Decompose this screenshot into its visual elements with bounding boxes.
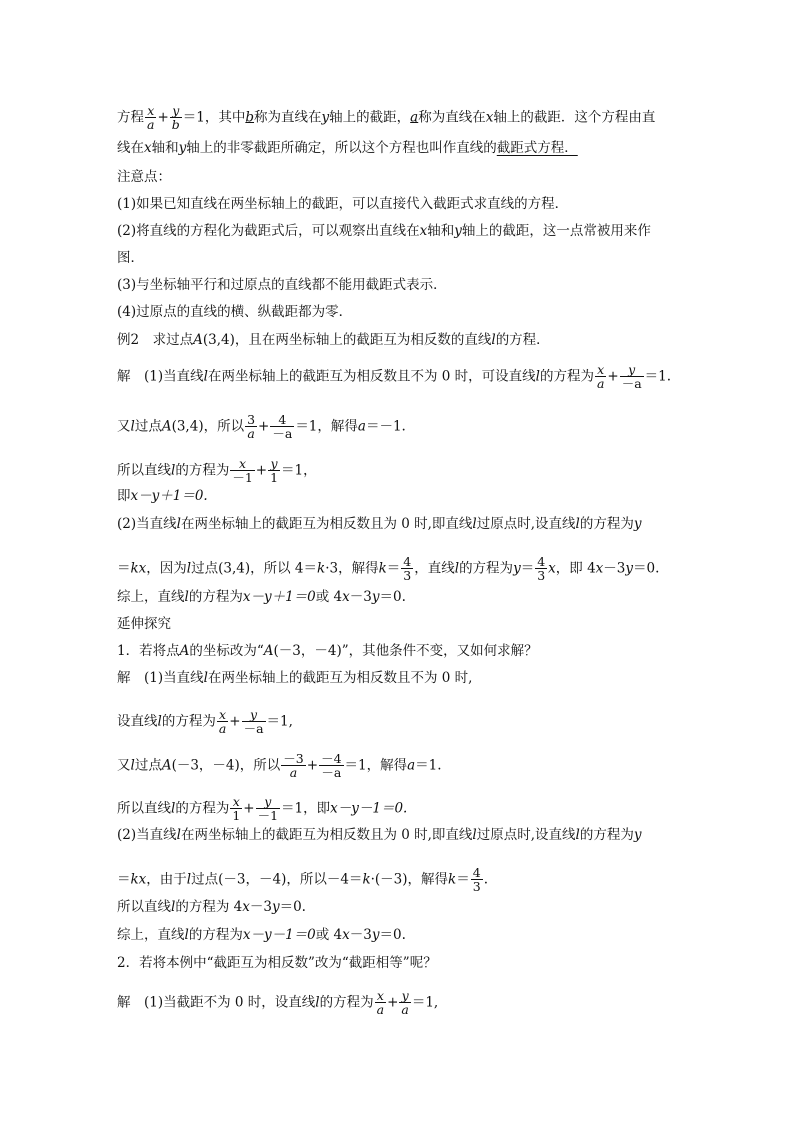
plus-sign: + — [157, 109, 169, 126]
math-variable: x — [419, 223, 428, 239]
text-segment: + — [258, 418, 270, 435]
text-segment: ＝1，解得 — [295, 418, 358, 435]
math-variable: y — [625, 560, 634, 577]
math-variable: y — [371, 589, 380, 605]
math-variable: A — [193, 332, 203, 348]
text-segment: ＝1, — [411, 994, 439, 1011]
intercept-definition-line-1 — [117, 104, 655, 132]
text-segment: 所以直线 — [117, 800, 171, 817]
var-x: x — [485, 109, 494, 126]
math-variable: l — [472, 827, 477, 843]
fraction — [401, 555, 413, 583]
text-segment: 又 — [117, 757, 131, 774]
note-1: (1)如果已知直线在两坐标轴上的截距，可以直接代入截距式求直线的方程． — [117, 196, 569, 212]
math-variable: l — [130, 418, 135, 435]
fraction — [281, 752, 305, 780]
fraction-numerator: y — [172, 103, 180, 118]
fraction-denominator: 3 — [537, 568, 546, 584]
fraction — [535, 555, 547, 583]
text-segment: (2)当直线 — [117, 827, 177, 843]
math-variable: x — [144, 140, 152, 156]
text-segment: －3 — [603, 560, 626, 577]
math-variable: A — [263, 643, 274, 659]
fraction-denominator: 1 — [232, 808, 241, 824]
term-intercept-form: 截距式方程． — [496, 140, 578, 156]
math-variable: A — [179, 643, 190, 659]
fraction-denominator: 1 — [270, 470, 279, 486]
math-variable: l — [171, 899, 176, 915]
text-segment: ，直线 — [414, 560, 455, 577]
fraction-numerator: y — [270, 456, 278, 471]
ext-solution-conclusion — [117, 929, 406, 943]
text-segment: + — [607, 368, 619, 385]
example-2 — [117, 334, 550, 348]
math-variable: a — [407, 757, 416, 774]
text-segment: (－3，－4)，所以 — [171, 757, 281, 774]
solution-1-line-4 — [117, 490, 208, 504]
text-segment: + — [387, 994, 399, 1011]
fraction-numerator: x — [147, 103, 155, 118]
math-variable: A — [161, 418, 172, 435]
math-variable: x — [595, 560, 604, 577]
text-segment: ＝1, — [266, 713, 293, 730]
fraction-numerator: x — [239, 456, 247, 471]
math-variable: k — [378, 560, 387, 577]
text: 称为直线在 — [254, 109, 322, 126]
extension-title: 延伸探究 — [117, 616, 171, 632]
text-segment: ＝ — [117, 560, 131, 577]
fraction-denominator: b — [171, 117, 180, 133]
text-segment: 的方程为 — [579, 516, 634, 532]
ext-solution-line-3 — [117, 752, 442, 780]
math-variable: k — [317, 560, 326, 577]
text-segment: 综上，直线 — [117, 589, 185, 605]
text: 称为直线在 — [418, 109, 486, 126]
fraction-denominator: －a — [621, 376, 642, 392]
text: 方程 — [117, 109, 144, 126]
text-segment: ＝0. — [279, 899, 306, 915]
math-variable: l — [491, 332, 496, 348]
text-segment: ＝1， — [281, 462, 317, 479]
text-segment: ＝－1. — [365, 418, 406, 435]
math-variable: l — [171, 800, 176, 817]
text-segment: 的方程为 4 — [175, 899, 243, 915]
math-variable: l — [315, 994, 320, 1011]
text-segment: 的方程为 — [188, 927, 243, 943]
text-segment: 的方程为 — [161, 713, 216, 730]
text-segment: + — [229, 713, 241, 730]
math-variable: l — [203, 670, 208, 686]
text-segment: 过原点时,设直线 — [476, 516, 576, 532]
text-segment: ＝1，即 — [281, 800, 331, 817]
math-variable: l — [454, 560, 460, 577]
math-variable: y — [633, 516, 642, 532]
text-segment: 所以直线 — [117, 462, 171, 479]
fraction-numerator: －4 — [321, 751, 342, 766]
ext2-solution-line-1 — [117, 989, 438, 1017]
text-segment: (3,4)，所以 — [171, 418, 245, 435]
text-segment: －3 — [349, 927, 372, 943]
solution-1-line-6 — [117, 555, 659, 583]
math-variable: l — [203, 368, 208, 385]
math-variable: y — [371, 927, 380, 943]
text: 轴上的截距， — [329, 109, 411, 126]
var-y: y — [321, 109, 330, 126]
math-variable: a — [357, 418, 366, 435]
math-variable: l — [186, 560, 192, 577]
math-variable: x－y＋1＝0 — [242, 589, 316, 605]
fraction-denominator: －1 — [257, 808, 279, 824]
fraction-denominator: a — [218, 721, 227, 737]
fraction — [242, 708, 266, 736]
fraction-numerator: y — [264, 794, 272, 809]
text-segment: ＝ — [386, 560, 401, 577]
fraction-denominator: －a — [243, 721, 264, 737]
text-segment: 1．若将点 — [117, 643, 180, 659]
math-variable: y — [513, 560, 521, 577]
text-segment: 所以直线 — [117, 899, 171, 915]
text-segment: 轴上的非零截距所确定，所以这个方程也叫作直线的 — [186, 140, 497, 156]
ext-solution-line-2 — [117, 708, 293, 736]
ext-solution-line-7 — [117, 901, 306, 915]
fraction-numerator: x — [597, 362, 605, 377]
text-segment: 的坐标改为“ — [189, 643, 264, 659]
fraction-numerator: 4 — [537, 554, 546, 569]
math-variable: kx — [130, 871, 147, 888]
text-segment: (2)将直线的方程化为截距式后，可以观察出直线在 — [117, 223, 420, 239]
fraction-numerator: 3 — [247, 412, 256, 427]
math-variable: l — [575, 827, 580, 843]
fraction-numerator: x — [219, 707, 227, 722]
fraction-x-over-a — [145, 104, 156, 132]
fraction-denominator: －1 — [232, 470, 253, 486]
math-variable: l — [171, 462, 176, 479]
fraction-denominator: a — [245, 426, 257, 441]
text-segment: 过原点时,设直线 — [476, 827, 576, 843]
text-segment: + — [255, 462, 268, 479]
text-segment: 过点(3,4)，所以 4＝ — [191, 560, 318, 577]
fraction — [256, 795, 280, 823]
text-segment: ＝1. — [644, 368, 672, 385]
text-segment: ·3，解得 — [325, 560, 379, 577]
ext-solution-line-5 — [117, 829, 642, 843]
text-segment: + — [243, 800, 255, 817]
text: 轴上的截距．这个方程由直 — [493, 109, 656, 126]
math-variable: l — [157, 713, 162, 730]
text-segment: 过点 — [134, 418, 162, 435]
text-segment: 的方程为 — [579, 827, 634, 843]
fraction-denominator: a — [596, 376, 605, 392]
text-segment: 的方程为 — [539, 368, 594, 385]
text-segment: 的方程为 — [319, 994, 374, 1011]
text-segment: + — [306, 757, 319, 774]
math-variable: x－y－1＝0. — [330, 800, 408, 817]
text-segment: 轴上的截距，这一点常被用来作 — [461, 223, 651, 239]
math-variable: k — [448, 871, 457, 888]
ext-solution-line-6 — [117, 866, 488, 894]
math-variable: x－y＋1＝0. — [130, 488, 208, 504]
text-segment: 或 4 — [315, 589, 343, 605]
text-segment: 的方程． — [495, 332, 550, 348]
text-segment: 即 — [117, 488, 131, 504]
solution-1-line-1 — [117, 363, 671, 391]
text-segment: 的方程为 — [175, 462, 230, 479]
fraction — [217, 708, 228, 736]
fraction-denominator: a — [376, 1002, 385, 1018]
fraction — [620, 363, 644, 391]
fraction — [375, 989, 386, 1017]
fraction-numerator: y — [628, 362, 636, 377]
text-segment: 过点(－3，－4)，所以－4＝ — [191, 871, 363, 888]
notes-title: 注意点： — [117, 169, 171, 185]
solution-1-line-5 — [117, 518, 642, 532]
fraction — [595, 363, 606, 391]
math-variable: x — [548, 560, 556, 577]
solution-1-conclusion — [117, 591, 406, 605]
var-a: a — [410, 109, 419, 126]
text-segment: －3 — [349, 589, 372, 605]
math-variable: k — [362, 871, 371, 888]
text-segment: . — [483, 871, 488, 888]
text-segment: 在两坐标轴上的截距互为相反数且为 0 时,即直线 — [180, 516, 473, 532]
ext-solution-line-4 — [117, 795, 407, 823]
fraction-numerator: －3 — [283, 751, 304, 766]
fraction-denominator: a — [401, 1002, 409, 1018]
math-variable: l — [575, 516, 580, 532]
intercept-definition-line-2 — [117, 142, 578, 156]
text-segment: 过点 — [134, 757, 162, 774]
fraction-numerator: 4 — [472, 865, 481, 880]
text-segment: 解 (1)当截距不为 0 时，设直线 — [117, 994, 316, 1011]
math-variable: x — [342, 927, 350, 943]
fraction — [245, 413, 257, 441]
math-variable: l — [176, 827, 181, 843]
fraction-numerator: x — [376, 988, 384, 1003]
solution-1-line-3 — [117, 457, 317, 485]
math-variable: y — [178, 140, 187, 156]
math-variable: y — [633, 827, 642, 843]
text-segment: 又 — [117, 418, 131, 435]
math-variable: x－y－1＝0 — [242, 927, 316, 943]
math-variable: y — [271, 899, 280, 915]
text-segment: 的方程为 — [459, 560, 514, 577]
text-segment: ＝1. — [415, 757, 442, 774]
note-3: (3)与坐标轴平行和过原点的直线都不能用截距式表示． — [117, 277, 447, 293]
text-segment: 在两坐标轴上的截距互为相反数且为 0 时,即直线 — [180, 827, 473, 843]
fraction — [268, 457, 280, 485]
text-segment: 例2 求过点 — [117, 332, 194, 348]
math-variable: y — [454, 223, 462, 239]
text-segment: ＝ — [456, 871, 470, 888]
math-variable: l — [186, 871, 192, 888]
fraction — [319, 752, 343, 780]
fraction-numerator: 4 — [278, 412, 287, 427]
fraction-y-over-b — [170, 104, 182, 132]
fraction-denominator: a — [147, 117, 155, 133]
fraction — [230, 795, 242, 823]
text-segment: 轴和 — [151, 140, 179, 156]
math-variable: A — [161, 757, 172, 774]
math-variable: l — [535, 368, 540, 385]
fraction-denominator: －a — [272, 426, 293, 442]
text-segment: ＝ — [117, 871, 131, 888]
text-segment: 的方程为 — [175, 800, 230, 817]
fraction-denominator: －a — [319, 765, 343, 780]
math-variable: l — [184, 589, 189, 605]
fraction-denominator: 3 — [403, 568, 412, 584]
fraction-denominator: 3 — [472, 879, 481, 895]
text-segment: 解 (1)当直线 — [117, 670, 204, 686]
fraction-numerator: 4 — [403, 554, 412, 569]
text-segment: (2)当直线 — [117, 516, 177, 532]
ext-solution-line-1 — [117, 672, 472, 686]
text-segment: ，因为 — [146, 560, 187, 577]
text: ＝1，其中 — [182, 109, 246, 126]
text-segment: 的方程为 — [188, 589, 243, 605]
note-4: (4)过原点的直线的横、纵截距都为零． — [117, 304, 353, 320]
text-segment: 综上，直线 — [117, 927, 185, 943]
fraction-numerator: y — [401, 988, 409, 1003]
extension-question-2: 2．若将本例中“截距互为相反数”改为“截距相等”呢？ — [117, 955, 437, 971]
math-variable: kx — [130, 560, 147, 577]
text-segment: (－3，－4)”，其他条件不变，又如何求解？ — [273, 643, 538, 659]
math-variable: l — [472, 516, 477, 532]
solution-1-line-2 — [117, 413, 406, 441]
math-variable: l — [184, 927, 189, 943]
math-variable: l — [176, 516, 181, 532]
math-variable: x — [342, 589, 350, 605]
text-segment: 或 4 — [315, 927, 343, 943]
text-segment: ＝0. — [379, 589, 406, 605]
text-segment: 线在 — [117, 140, 144, 156]
note-2 — [117, 225, 651, 239]
text-segment: ＝0. — [633, 560, 660, 577]
text-segment: 设直线 — [117, 713, 158, 730]
text-segment: ＝0. — [379, 927, 406, 943]
text-segment: ·(－3)，解得 — [370, 871, 449, 888]
fraction — [270, 413, 294, 441]
text-segment: ，即 4 — [555, 560, 596, 577]
note-2-cont: 图． — [117, 250, 144, 266]
fraction — [399, 989, 410, 1017]
text-segment: 轴和 — [427, 223, 455, 239]
extension-question-1 — [117, 645, 538, 659]
fraction-denominator: a — [281, 765, 305, 780]
fraction — [471, 866, 483, 894]
text-segment: ＝1，解得 — [344, 757, 408, 774]
text-segment: ，由于 — [146, 871, 187, 888]
fraction-numerator: x — [232, 794, 240, 809]
text-segment: 在两坐标轴上的截距互为相反数且不为 0 时，可设直线 — [207, 368, 536, 385]
text-segment: ＝ — [520, 560, 535, 577]
text-segment: －3 — [249, 899, 272, 915]
text-segment: (3,4)，且在两坐标轴上的截距互为相反数的直线 — [202, 332, 492, 348]
var-b: b — [245, 109, 255, 126]
math-variable: x — [242, 899, 250, 915]
fraction — [230, 457, 254, 485]
fraction-numerator: y — [250, 707, 258, 722]
math-variable: l — [130, 757, 135, 774]
text-segment: 在两坐标轴上的截距互为相反数且不为 0 时, — [207, 670, 473, 686]
text-segment: 解 (1)当直线 — [117, 368, 204, 385]
